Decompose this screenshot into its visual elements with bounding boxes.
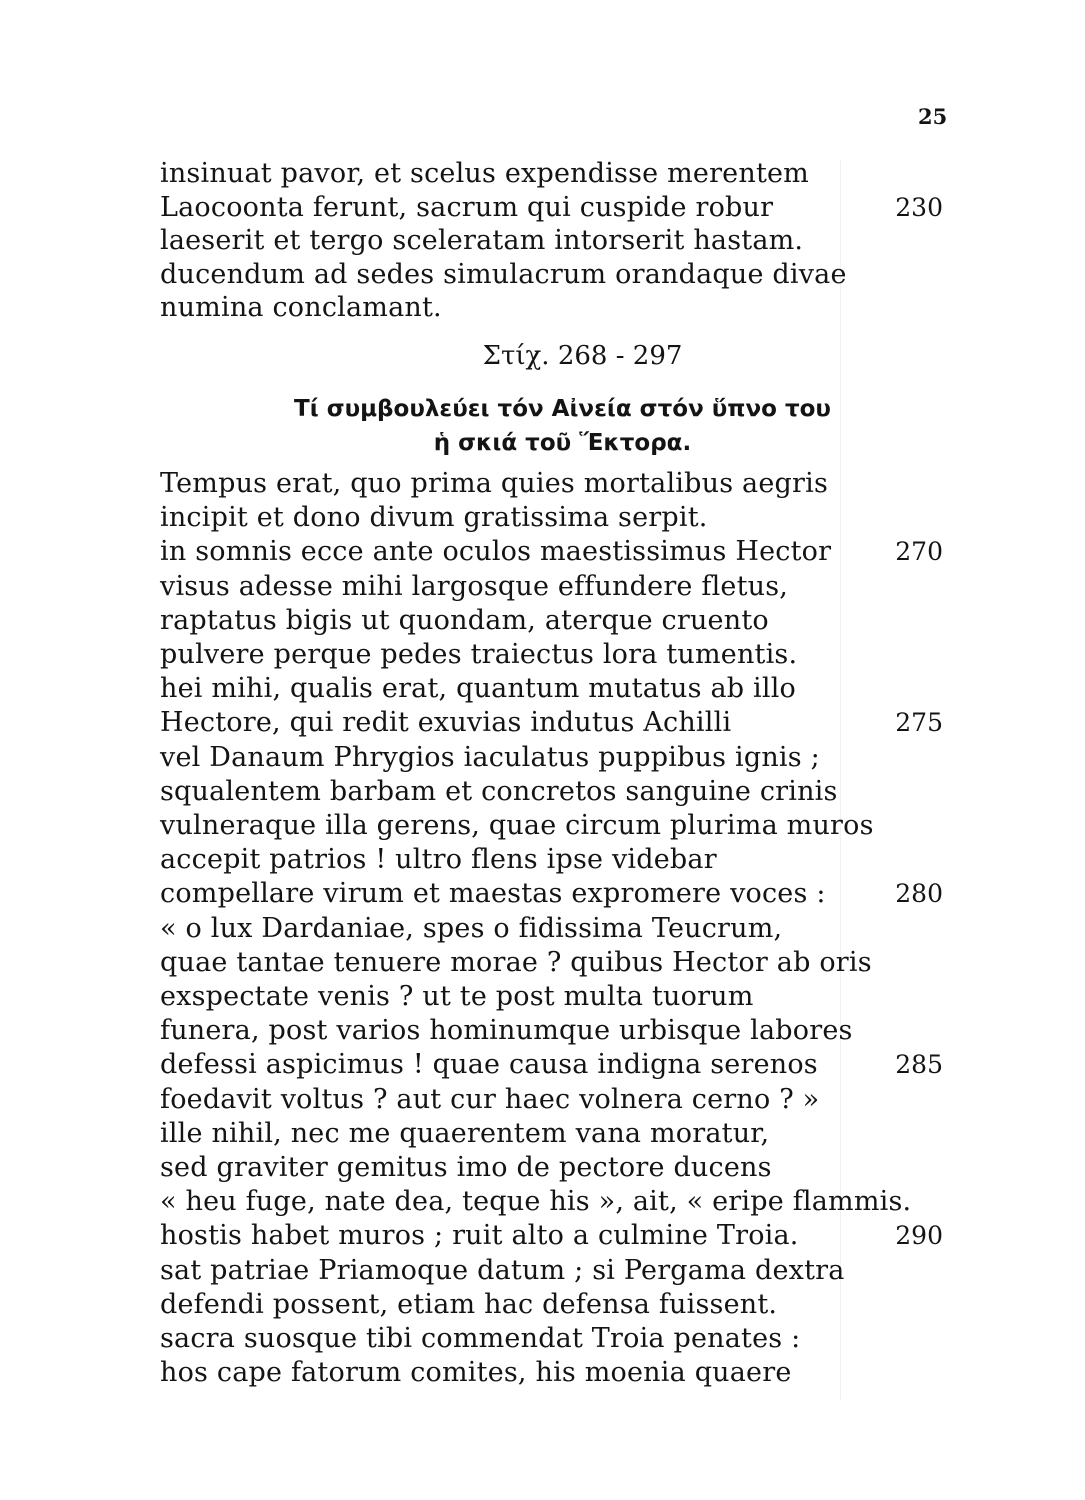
verse-text: sed graviter gemitus imo de pectore ducens — [160, 1152, 772, 1183]
line-number: 280 — [895, 879, 943, 909]
verse-text: funera, post varios hominumque urbisque labores — [160, 1015, 853, 1047]
verse-text: numina conclamant. — [160, 292, 442, 323]
verse-text: « heu fuge, nate dea, teque his », ait, « eripe flammis. — [160, 1186, 912, 1218]
verse-text: pulvere perque pedes traiectus lora tumentis. — [160, 639, 798, 670]
verse-text: vel Danaum Phrygios iaculatus puppibus ignis ; — [160, 741, 820, 773]
verse-line — [0, 705, 1085, 741]
verse-text: accepit patrios ! ultro flens ipse videbar — [160, 844, 717, 876]
verse-line — [0, 637, 1085, 673]
verse-line — [0, 1047, 1085, 1083]
verse-line — [0, 569, 1085, 605]
verse-text: quae tantae tenuere morae ? quibus Hector ab oris — [160, 946, 872, 978]
verse-line — [0, 671, 1085, 707]
line-number: 230 — [895, 192, 943, 222]
page-number: 25 — [918, 104, 948, 129]
verse-line — [0, 257, 1085, 293]
section-heading-line-1: Τί συμβουλεύει τόν Αἰνεία στόν ὕπνο του — [294, 396, 831, 422]
verse-text: hos cape fatorum comites, his moenia quaere — [160, 1357, 792, 1389]
verse-line — [0, 842, 1085, 878]
verse-line — [0, 1218, 1085, 1254]
verse-text: visus adesse mihi largosque effundere fletus, — [160, 570, 789, 602]
verse-text: vulneraque illa gerens, quae circum plurima muros — [160, 810, 874, 841]
verse-line — [0, 1355, 1085, 1391]
verse-line — [0, 1116, 1085, 1152]
verse-reference: Στίχ. 268 - 297 — [482, 341, 683, 371]
verse-text: Tempus erat, quo prima quies mortalibus aegris — [160, 468, 828, 499]
verse-text: hei mihi, qualis erat, quantum mutatus ab illo — [160, 673, 797, 705]
verse-text: incipit et dono divum gratissima serpit. — [160, 502, 708, 534]
verse-line — [0, 1321, 1085, 1357]
verse-text: ille nihil, nec me quaerentem vana moratur, — [160, 1117, 770, 1149]
verse-text: squalentem barbam et concretos sanguine crinis — [160, 775, 838, 807]
verse-line — [0, 534, 1085, 570]
verse-line — [0, 1184, 1085, 1220]
verse-text: in somnis ecce ante oculos maestissimus Hector — [160, 536, 832, 568]
verse-text: exspectate venis ? ut te post multa tuorum — [160, 981, 754, 1012]
verse-line — [0, 466, 1085, 502]
verse-line — [0, 1150, 1085, 1186]
line-number: 285 — [895, 1050, 943, 1080]
line-number: 275 — [895, 708, 943, 738]
verse-line — [0, 1253, 1085, 1289]
verse-line — [0, 774, 1085, 810]
verse-line — [0, 190, 1085, 226]
verse-text: Laocoonta ferunt, sacrum qui cuspide robur — [160, 191, 774, 223]
verse-text: defendi possent, etiam hac defensa fuissent. — [160, 1288, 778, 1320]
line-number: 290 — [895, 1221, 943, 1251]
verse-line — [0, 1287, 1085, 1323]
verse-text: sacra suosque tibi commendat Troia penates : — [160, 1323, 801, 1354]
verse-line — [0, 500, 1085, 536]
section-heading-line-2: ἡ σκιά τοῦ Ἕκτορα. — [433, 430, 692, 456]
verse-line — [0, 290, 1085, 326]
verse-line — [0, 156, 1085, 192]
verse-line — [0, 1013, 1085, 1049]
verse-text: laeserit et tergo sceleratam intorserit hastam. — [160, 225, 804, 256]
verse-line — [0, 603, 1085, 639]
verse-line — [0, 911, 1085, 947]
verse-text: ducendum ad sedes simulacrum orandaque divae — [160, 258, 847, 290]
verse-line — [0, 979, 1085, 1015]
verse-text: hostis habet muros ; ruit alto a culmine Troia. — [160, 1220, 799, 1252]
verse-line — [0, 740, 1085, 776]
verse-text: insinuat pavor, et scelus expendisse merentem — [160, 158, 809, 189]
verse-text: compellare virum et maestas expromere voces : — [160, 878, 826, 910]
verse-text: « o lux Dardaniae, spes o fidissima Teucrum, — [160, 912, 783, 944]
verse-line — [0, 945, 1085, 981]
verse-line — [0, 1082, 1085, 1118]
verse-line — [0, 808, 1085, 844]
verse-text: raptatus bigis ut quondam, aterque cruento — [160, 604, 769, 636]
line-number: 270 — [895, 537, 943, 567]
verse-line — [0, 876, 1085, 912]
verse-text: sat patriae Priamoque datum ; si Pergama dextra — [160, 1254, 845, 1286]
verse-text: Hectore, qui redit exuvias indutus Achilli — [160, 707, 732, 739]
verse-text: defessi aspicimus ! quae causa indigna serenos — [160, 1049, 818, 1081]
verse-line — [0, 223, 1085, 259]
verse-text: foedavit voltus ? aut cur haec volnera cerno ? » — [160, 1083, 820, 1115]
